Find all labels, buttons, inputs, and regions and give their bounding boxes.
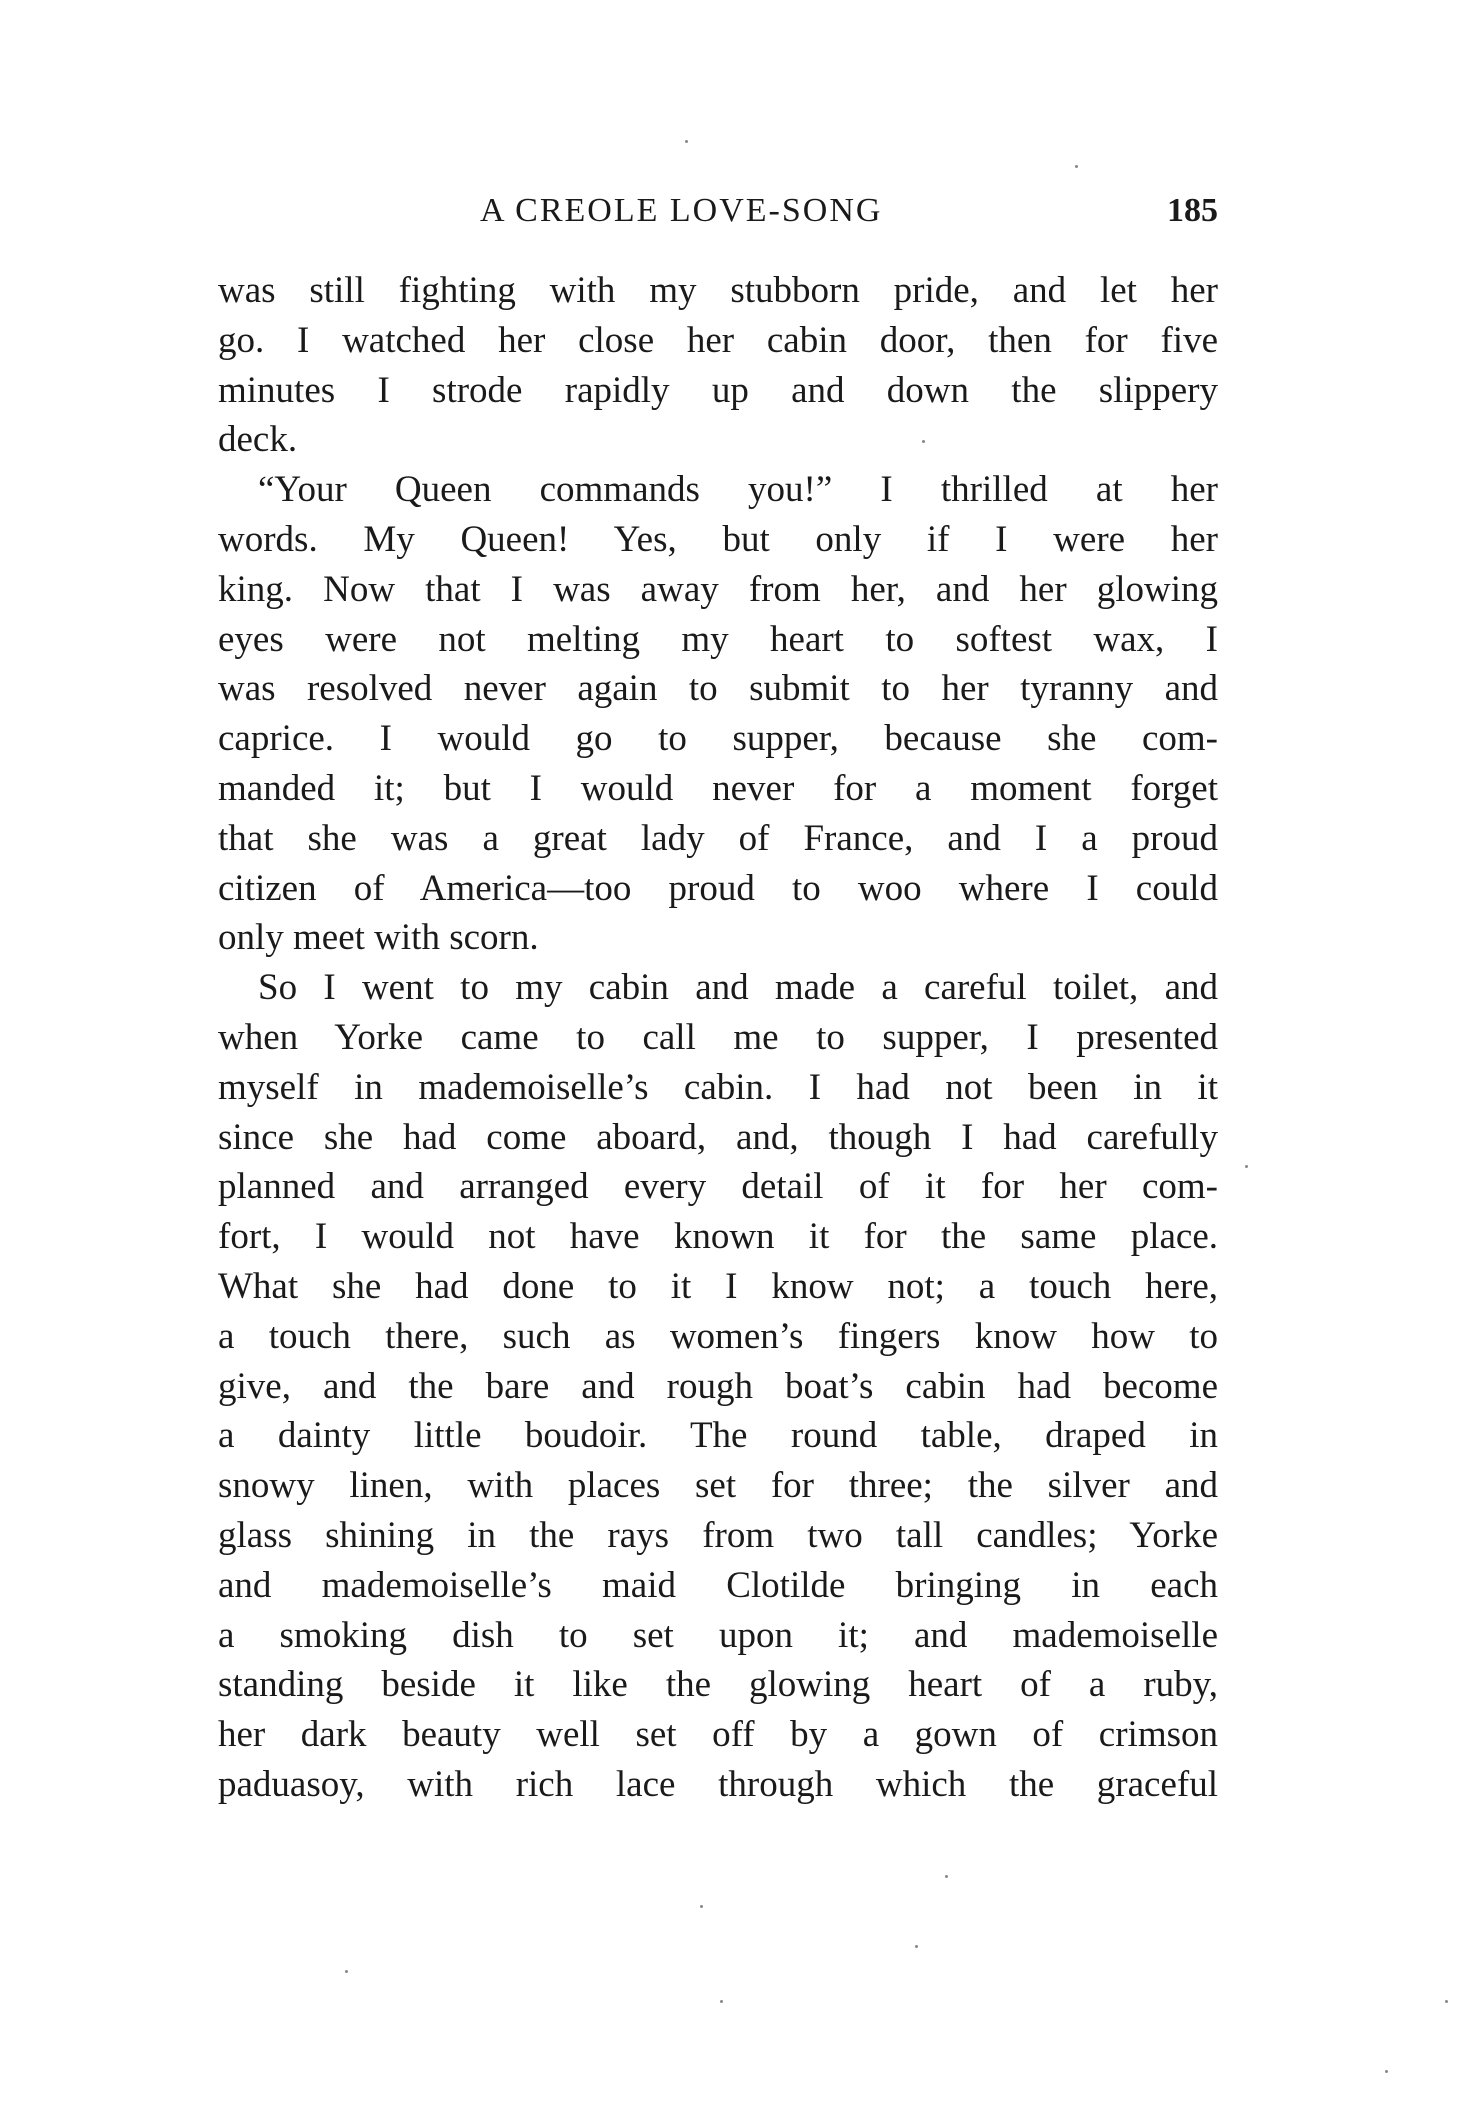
text-line: glass shining in the rays from two tall candles; Yorke <box>218 1514 1218 1556</box>
text-line: citizen of America—too proud to woo where I could <box>218 867 1218 909</box>
body-text <box>218 266 1218 1810</box>
text-line: caprice. I would go to supper, because she com- <box>218 718 1218 760</box>
text-line: standing beside it like the glowing heart of a ruby, <box>218 1664 1218 1706</box>
text-line: planned and arranged every detail of it for her com- <box>218 1166 1218 1208</box>
text-line: a smoking dish to set upon it; and mademoiselle <box>218 1614 1218 1656</box>
scan-speck <box>1245 1165 1248 1168</box>
running-title: A CREOLE LOVE-SONG <box>480 192 883 229</box>
page-number: 185 <box>1167 192 1218 229</box>
text-line: So I went to my cabin and made a careful toilet, and <box>258 967 1218 1009</box>
text-line: eyes were not melting my heart to softest wax, I <box>218 618 1218 660</box>
scan-speck <box>1075 165 1078 168</box>
text-line: since she had come aboard, and, though I had carefully <box>218 1116 1218 1158</box>
text-line: snowy linen, with places set for three; the silver and <box>218 1465 1218 1507</box>
text-line: myself in mademoiselle’s cabin. I had not been in it <box>218 1066 1218 1108</box>
scan-speck <box>345 1970 348 1973</box>
text-line: when Yorke came to call me to supper, I presented <box>218 1016 1218 1058</box>
text-line: was still fighting with my stubborn pride, and let her <box>218 270 1218 311</box>
text-line: manded it; but I would never for a moment forget <box>218 767 1218 809</box>
scan-speck <box>915 1945 918 1948</box>
text-line: “Your Queen commands you!” I thrilled at her <box>258 469 1218 511</box>
text-line: go. I watched her close her cabin door, then for five <box>218 319 1218 361</box>
text-line: only meet with scorn. <box>218 917 539 959</box>
text-line: What she had done to it I know not; a touch here, <box>218 1265 1218 1307</box>
scan-speck <box>1385 2070 1388 2073</box>
scan-speck <box>700 1905 703 1908</box>
text-line: paduasoy, with rich lace through which the graceful <box>218 1763 1218 1805</box>
text-line: king. Now that I was away from her, and her glowing <box>218 568 1218 610</box>
scan-speck <box>945 1875 948 1878</box>
scan-speck <box>685 140 688 143</box>
scan-speck <box>1445 2000 1448 2003</box>
text-line: fort, I would not have known it for the same place. <box>218 1216 1218 1258</box>
text-line: minutes I strode rapidly up and down the slippery <box>218 369 1218 411</box>
text-line: her dark beauty well set off by a gown of crimson <box>218 1714 1218 1756</box>
text-line: and mademoiselle’s maid Clotilde bringing in each <box>218 1564 1218 1606</box>
text-line: a touch there, such as women’s fingers know how to <box>218 1315 1218 1357</box>
scan-speck <box>922 440 925 443</box>
text-line: a dainty little boudoir. The round table, draped in <box>218 1415 1218 1457</box>
page-header <box>218 192 1218 242</box>
text-line: was resolved never again to submit to her tyranny and <box>218 668 1218 710</box>
text-line: words. My Queen! Yes, but only if I were her <box>218 518 1218 560</box>
text-line: give, and the bare and rough boat’s cabin had become <box>218 1365 1218 1407</box>
text-line: that she was a great lady of France, and I a proud <box>218 817 1218 859</box>
scan-speck <box>720 2000 723 2003</box>
text-line: deck. <box>218 419 298 461</box>
